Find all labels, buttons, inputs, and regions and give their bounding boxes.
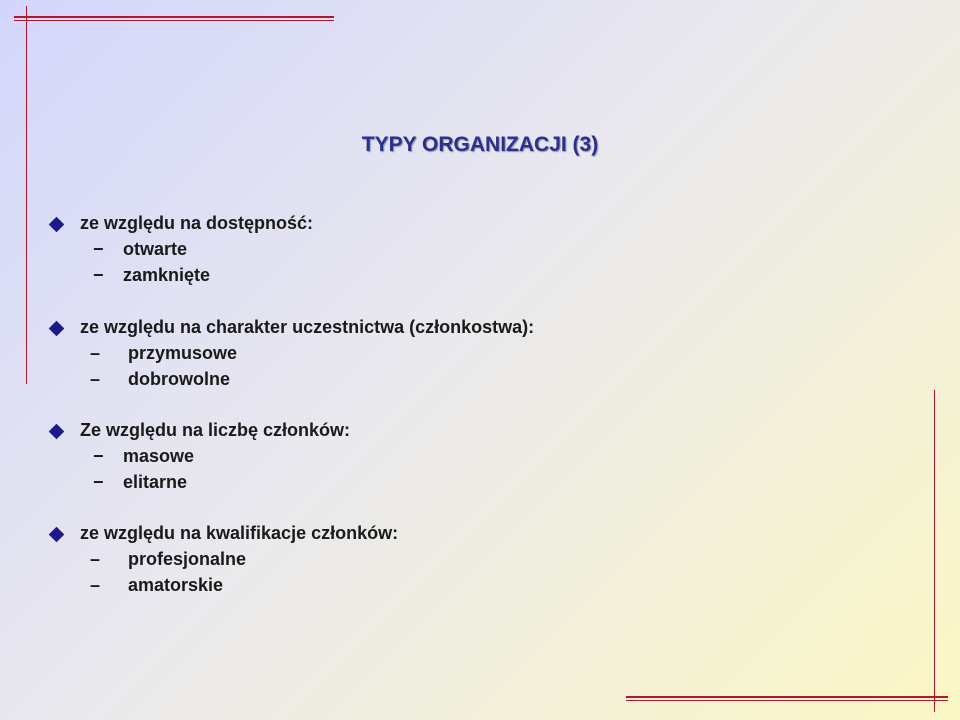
sub-item-label: elitarne <box>123 472 188 492</box>
bullet-heading: ze względu na dostępność: <box>80 213 314 233</box>
slide-title: TYPY ORGANIZACJI (3) <box>361 133 599 156</box>
sub-item-label: dobrowolne <box>128 369 230 389</box>
dash-marker: – <box>90 549 101 569</box>
sub-item-label: profesjonalne <box>128 549 247 569</box>
sub-item-label: amatorskie <box>128 575 224 595</box>
sub-item-label: otwarte <box>123 239 188 259</box>
sub-item-label: masowe <box>123 446 195 466</box>
diamond-bullet-icon <box>49 217 65 233</box>
dash-marker: – <box>90 343 101 363</box>
sub-item-label: zamknięte <box>123 265 211 285</box>
sub-item-label: przymusowe <box>128 343 238 363</box>
right-vertical-line <box>934 390 935 712</box>
bullet-heading: ze względu na kwalifikacje członków: <box>80 523 399 543</box>
dash-marker: − <box>93 239 104 259</box>
dash-marker: – <box>90 575 101 595</box>
dash-marker: − <box>93 472 104 492</box>
diamond-bullet-icon <box>49 527 65 543</box>
top-left-double-line <box>14 16 334 21</box>
bullet-heading: Ze względu na liczbę członków: <box>80 420 351 440</box>
dash-marker: − <box>93 446 104 466</box>
bullet-heading: ze względu na charakter uczestnictwa (członkostwa): <box>80 317 535 337</box>
diamond-bullet-icon <box>49 424 65 440</box>
dash-marker: – <box>90 369 101 389</box>
left-vertical-line <box>26 6 27 384</box>
dash-marker: − <box>93 265 104 285</box>
bottom-right-double-line <box>626 696 948 701</box>
diamond-bullet-icon <box>49 321 65 337</box>
